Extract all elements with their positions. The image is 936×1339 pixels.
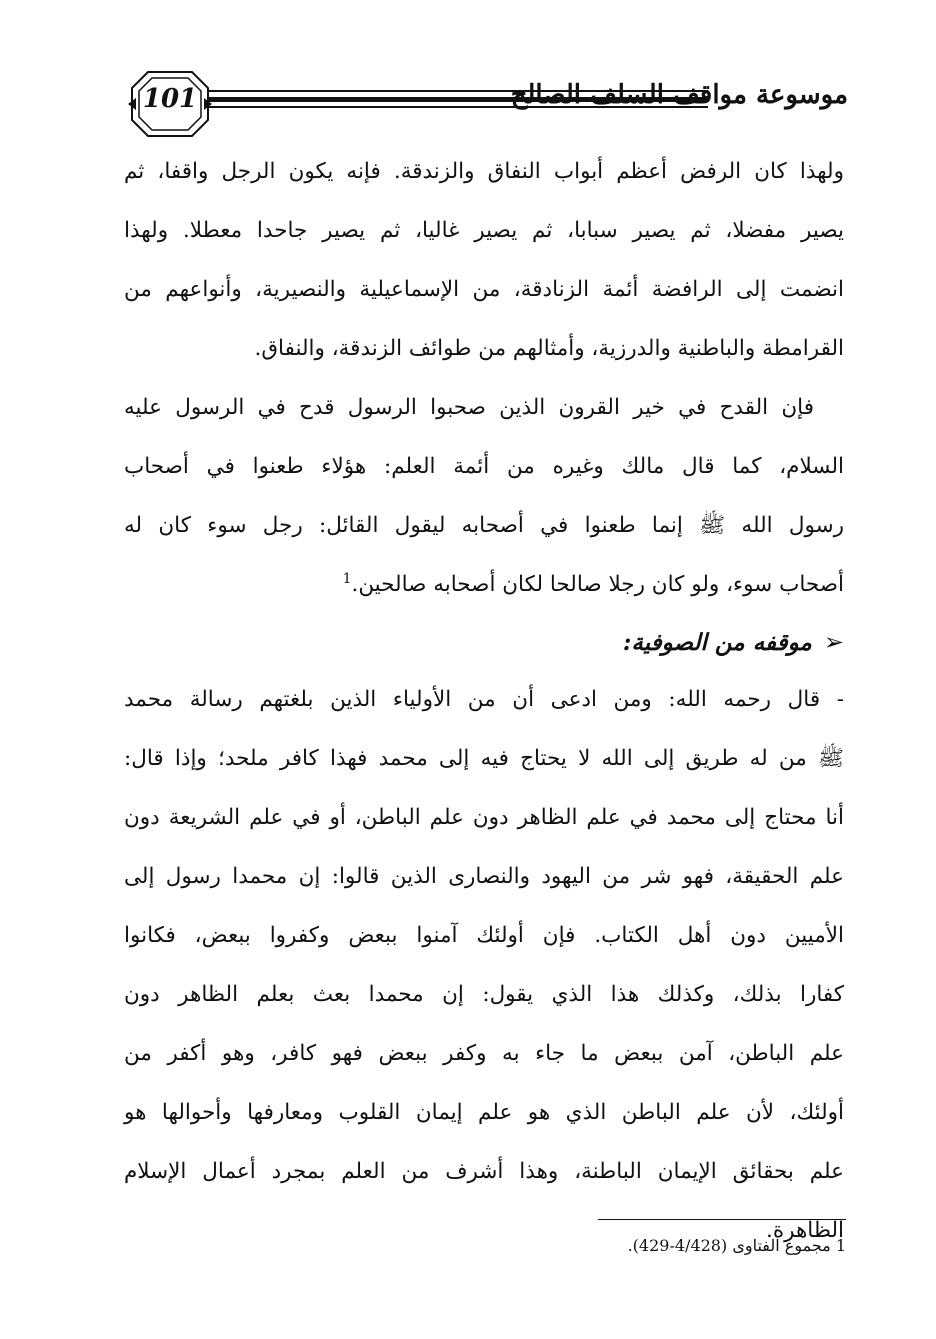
page-number: 101 <box>142 84 198 114</box>
footnote: 1 مجموع الفتاوى (4/428-429). <box>627 1236 846 1255</box>
paragraph-line-text: أصحاب سوء، ولو كان رجلا صالحا لكان أصحابه صالحين. <box>351 572 844 597</box>
paragraph-line: - قال رحمه الله: ومن ادعى أن من الأولياء الذين بلغتهم رسالة محمد <box>124 687 844 712</box>
paragraph-line: علم الحقيقة، فهو شر من اليهود والنصارى الذين قالوا: إن محمدا رسول إلى <box>124 864 844 889</box>
paragraph-line: الأميين دون أهل الكتاب. فإن أولئك آمنوا ببعض وكفروا ببعض، فكانوا <box>124 923 844 948</box>
paragraph-line: كفارا بذلك، وكذلك هذا الذي يقول: إن محمدا بعث بعلم الظاهر دون <box>124 982 844 1007</box>
book-title: موسوعة مواقف السلف الصالح <box>510 80 848 110</box>
footnote-separator <box>598 1219 846 1220</box>
page-body <box>124 142 844 1260</box>
paragraph-line: الظاهرة. <box>765 1218 844 1243</box>
paragraph-line: السلام، كما قال مالك وغيره من أئمة العلم: هؤلاء طعنوا في أصحاب <box>124 454 844 479</box>
page-header <box>118 60 848 140</box>
paragraph-line: رسول الله ﷺ إنما طعنوا في أصحابه ليقول القائل: رجل سوء كان له <box>124 513 844 538</box>
paragraph-line-with-footnote <box>124 555 844 614</box>
paragraph-line: ولهذا كان الرفض أعظم أبواب النفاق والزندقة. فإنه يكون الرجل واقفا، ثم <box>124 159 844 184</box>
paragraph-line: انضمت إلى الرافضة أئمة الزنادقة، من الإسماعيلية والنصيرية، وأنواعهم من <box>124 277 844 302</box>
paragraph-line: القرامطة والباطنية والدرزية، وأمثالهم من طوائف الزندقة، والنفاق. <box>254 336 844 361</box>
footnote-reference: 1 <box>342 570 352 587</box>
paragraph-line: فإن القدح في خير القرون الذين صحبوا الرسول قدح في الرسول عليه <box>124 395 814 420</box>
paragraph-line: علم بحقائق الإيمان الباطنة، وهذا أشرف من العلم بمجرد أعمال الإسلام <box>124 1159 844 1184</box>
paragraph-line: ﷺ من له طريق إلى الله لا يحتاج فيه إلى محمد فهذا كافر ملحد؛ وإذا قال: <box>124 746 844 771</box>
paragraph-line: أولئك، لأن علم الباطن الذي هو علم إيمان القلوب ومعارفها وأحوالها هو <box>124 1100 844 1125</box>
paragraph-line: علم الباطن، آمن ببعض ما جاء به وكفر ببعض فهو كافر، وهو أكفر من <box>124 1041 844 1066</box>
paragraph-line: أنا محتاج إلى محمد في علم الظاهر دون علم الباطن، أو في علم الشريعة دون <box>124 805 844 830</box>
section-heading-text: موقفه من الصوفية: <box>622 629 812 656</box>
paragraph-line: يصير مفضلا، ثم يصير سبابا، ثم يصير غاليا، ثم يصير جاحدا معطلا. ولهذا <box>124 218 844 243</box>
section-heading <box>124 614 844 670</box>
arrow-bullet-icon: ➢ <box>823 628 844 656</box>
